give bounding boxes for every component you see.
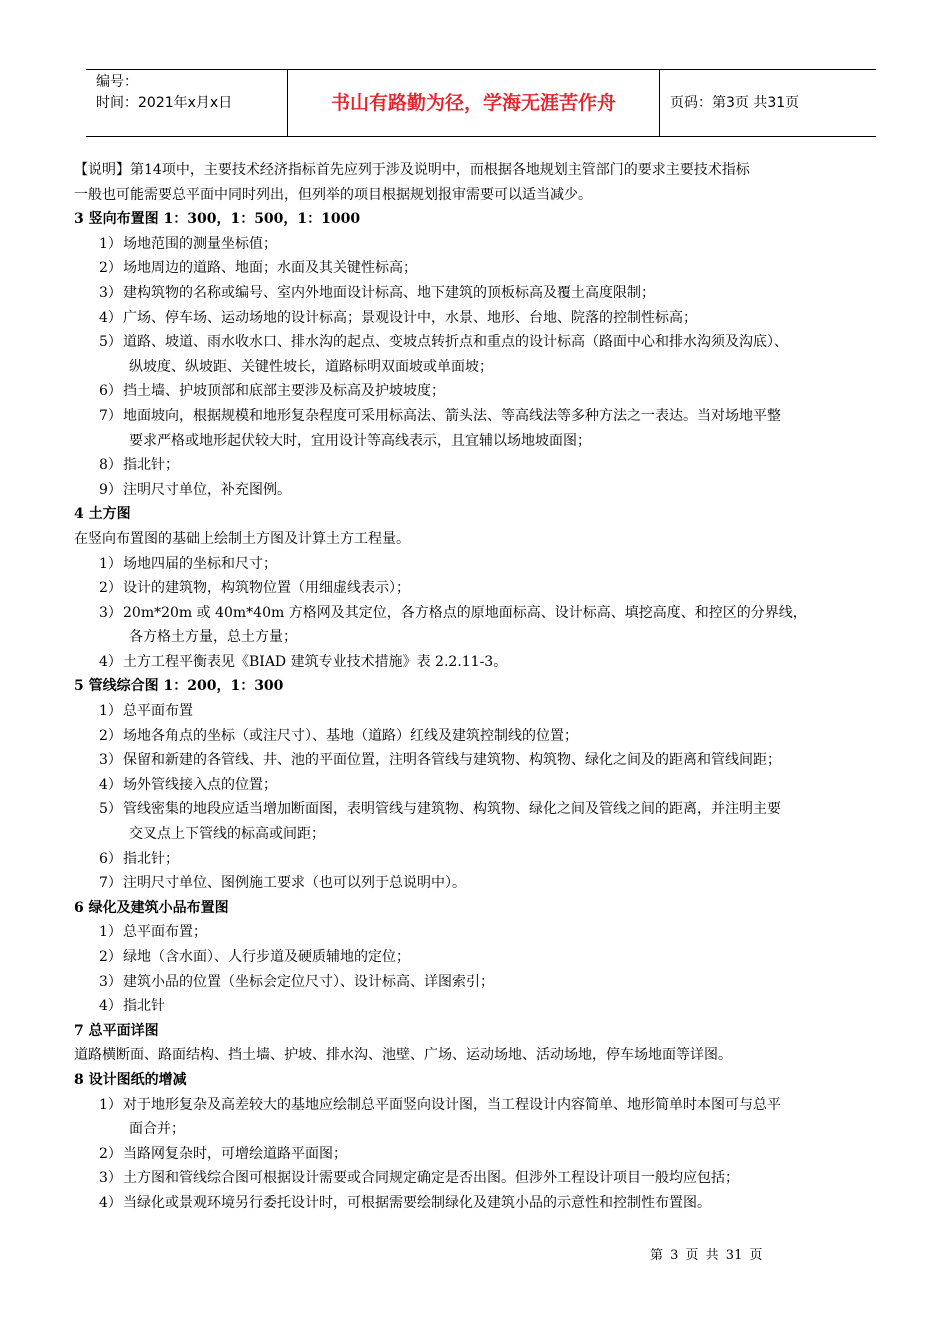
line-text: 20m*20m 或 40m*40m 方格网及其定位，各方格点的原地面标高、设计标高、填挖高度、和控区的分界线， (123, 604, 807, 621)
section-heading (74, 502, 894, 527)
line-text: 3 竖向布置图 1：300，1：500，1：1000 (74, 211, 361, 228)
line-text: 面合并； (129, 1121, 185, 1138)
list-item (74, 552, 894, 577)
list-item (74, 601, 894, 626)
list-item-number: 7） (99, 875, 122, 892)
page-header (86, 69, 876, 137)
list-item-continuation (74, 1117, 894, 1142)
list-item-number: 3） (99, 284, 122, 301)
line-text: 【说明】第14项中，主要技术经济指标首先应列于涉及说明中，而根据各地规划主管部门的要求主要技术指标 (74, 162, 750, 178)
list-item (74, 1191, 894, 1216)
list-item-number: 5） (99, 801, 122, 818)
list-item (74, 748, 894, 773)
list-item (74, 330, 894, 355)
line-text: 建筑小品的位置（坐标会定位尺寸）、设计标高、详图索引； (123, 973, 494, 990)
line-text: 6 绿化及建筑小品布置图 (74, 899, 229, 916)
list-item-number: 2） (99, 727, 122, 744)
line-text: 各方格土方量，总土方量； (129, 629, 297, 646)
list-item (74, 994, 894, 1019)
section-heading (74, 1068, 894, 1093)
list-item-number: 1） (99, 703, 122, 720)
section-heading (74, 674, 894, 699)
list-item-continuation (74, 822, 894, 847)
line-text: 总平面布置 (123, 703, 193, 720)
list-item-number: 2） (99, 949, 122, 965)
list-item-number: 6） (99, 850, 122, 867)
line-text: 保留和新建的各管线、井、池的平面位置，注明各管线与建筑物、构筑物、绿化之间及的距离和管线间距； (123, 752, 781, 769)
section-heading (74, 896, 894, 921)
line-text: 场地周边的道路、地面；水面及其关键性标高； (123, 260, 417, 277)
list-item (74, 404, 894, 429)
list-item-number: 9） (99, 481, 122, 498)
list-item-number: 8） (99, 457, 122, 474)
list-item (74, 871, 894, 896)
line-text: 7 总平面详图 (74, 1022, 159, 1039)
line-text: 一般也可能需要总平面中同时列出，但列举的项目根据规划报审需要可以适当减少。 (74, 186, 592, 203)
line-text: 注明尺寸单位，补充图例。 (123, 481, 291, 498)
list-item (74, 699, 894, 724)
list-item (74, 453, 894, 478)
line-text: 注明尺寸单位、图例施工要求（也可以列于总说明中）。 (123, 875, 466, 892)
document-body (74, 158, 894, 1216)
line-text: 当绿化或景观环境另行委托设计时，可根据需要绘制绿化及建筑小品的示意性和控制性布置图。 (123, 1194, 711, 1211)
list-item-number: 2） (99, 260, 122, 277)
line-text: 5 管线综合图 1：200，1：300 (74, 678, 284, 695)
line-text: 指北针； (123, 457, 179, 474)
line-text: 纵坡度、纵坡距、关键性坡长，道路标明双面坡或单面坡； (129, 358, 493, 375)
line-text: 在竖向布置图的基础上绘制土方图及计算土方工程量。 (74, 530, 410, 547)
list-item (74, 1166, 894, 1191)
list-item (74, 797, 894, 822)
list-item (74, 281, 894, 306)
list-item (74, 256, 894, 281)
list-item (74, 945, 894, 970)
paragraph-line (74, 158, 894, 183)
list-item-number: 4） (99, 653, 122, 670)
list-item-continuation (74, 625, 894, 650)
list-item-number: 4） (99, 309, 122, 326)
line-text: 要求严格或地形起伏较大时，宜用设计等高线表示，且宜辅以场地坡面图； (129, 432, 591, 449)
header-number-label: 编号： (96, 74, 138, 90)
list-item-continuation (74, 429, 894, 454)
line-text: 土方图和管线综合图可根据设计需要或合同规定确定是否出图。但涉外工程设计项目一般均应包括； (123, 1170, 739, 1187)
line-text: 当路网复杂时，可增绘道路平面图； (123, 1145, 347, 1162)
line-text: 道路、坡道、雨水收水口、排水沟的起点、变坡点转折点和重点的设计标高（路面中心和排水沟须及沟底）、 (123, 334, 788, 351)
list-item-number: 4） (99, 1194, 122, 1211)
line-text: 土方工程平衡表见《BIAD 建筑专业技术措施》表 2.2.11-3。 (123, 653, 508, 670)
header-motto: 书山有路勤为径，学海无涯苦作舟 (288, 70, 660, 136)
list-item-number: 5） (99, 334, 122, 351)
paragraph-line (74, 1043, 894, 1068)
list-item (74, 232, 894, 257)
list-item-number: 4） (99, 776, 122, 793)
line-text: 广场、停车场、运动场地的设计标高；景观设计中，水景、地形、台地、院落的控制性标高； (123, 309, 697, 326)
line-text: 设计的建筑物，构筑物位置（用细虚线表示）； (123, 580, 410, 597)
line-text: 指北针 (123, 998, 165, 1015)
list-item-number: 3） (99, 1170, 122, 1187)
line-text: 4 土方图 (74, 506, 131, 523)
section-heading (74, 1019, 894, 1044)
line-text: 8 设计图纸的增减 (74, 1071, 187, 1088)
line-text: 场地范围的测量坐标值； (123, 235, 277, 252)
paragraph-line (74, 183, 894, 208)
list-item-number: 3） (99, 973, 122, 990)
line-text: 挡土墙、护坡顶部和底部主要涉及标高及护坡坡度； (123, 383, 445, 400)
line-text: 绿地（含水面）、人行步道及硬质辅地的定位； (123, 949, 410, 965)
section-heading (74, 207, 894, 232)
list-item (74, 1142, 894, 1167)
header-time-label: 时间：2021年x月x日 (96, 95, 233, 111)
list-item-number: 2） (99, 1145, 122, 1162)
line-text: 场地各角点的坐标（或注尺寸）、基地（道路）红线及建筑控制线的位置； (123, 727, 578, 744)
list-item-number: 7） (99, 407, 122, 424)
paragraph-line (74, 527, 894, 552)
list-item-number: 1） (99, 555, 122, 572)
line-text: 道路横断面、路面结构、挡土墙、护坡、排水沟、池壁、广场、运动场地、活动场地，停车场地面等详图。 (74, 1047, 732, 1064)
list-item (74, 724, 894, 749)
line-text: 场外管线接入点的位置； (123, 776, 277, 793)
page-footer: 第 3 页 共 31 页 (650, 1248, 763, 1263)
list-item-number: 3） (99, 604, 122, 621)
list-item-number: 6） (99, 383, 122, 400)
list-item (74, 379, 894, 404)
line-text: 建构筑物的名称或编号、室内外地面设计标高、地下建筑的顶板标高及覆土高度限制； (123, 284, 655, 301)
list-item-number: 4） (99, 998, 122, 1015)
list-item-number: 3） (99, 752, 122, 769)
list-item (74, 650, 894, 675)
line-text: 总平面布置； (123, 924, 207, 941)
list-item (74, 576, 894, 601)
line-text: 管线密集的地段应适当增加断面图，表明管线与建筑物、构筑物、绿化之间及管线之间的距离，并注明主要 (123, 801, 781, 818)
list-item-number: 1） (99, 235, 122, 252)
list-item-number: 1） (99, 924, 122, 941)
list-item (74, 773, 894, 798)
list-item (74, 920, 894, 945)
line-text: 指北针； (123, 850, 179, 867)
line-text: 地面坡向，根据规模和地形复杂程度可采用标高法、箭头法、等高线法等多种方法之一表达。当对场地平整 (123, 407, 781, 424)
line-text: 对于地形复杂及高差较大的基地应绘制总平面竖向设计图，当工程设计内容简单、地形简单时本图可与总平 (123, 1096, 781, 1113)
list-item (74, 1093, 894, 1118)
list-item (74, 306, 894, 331)
list-item-number: 1） (99, 1096, 122, 1113)
list-item (74, 478, 894, 503)
list-item-number: 2） (99, 580, 122, 597)
line-text: 交叉点上下管线的标高或间距； (129, 826, 325, 843)
list-item (74, 847, 894, 872)
line-text: 场地四届的坐标和尺寸； (123, 555, 277, 572)
list-item-continuation (74, 355, 894, 380)
header-page-label: 页码：第3页 共31页 (670, 95, 800, 111)
header-meta (86, 70, 288, 136)
list-item (74, 970, 894, 995)
